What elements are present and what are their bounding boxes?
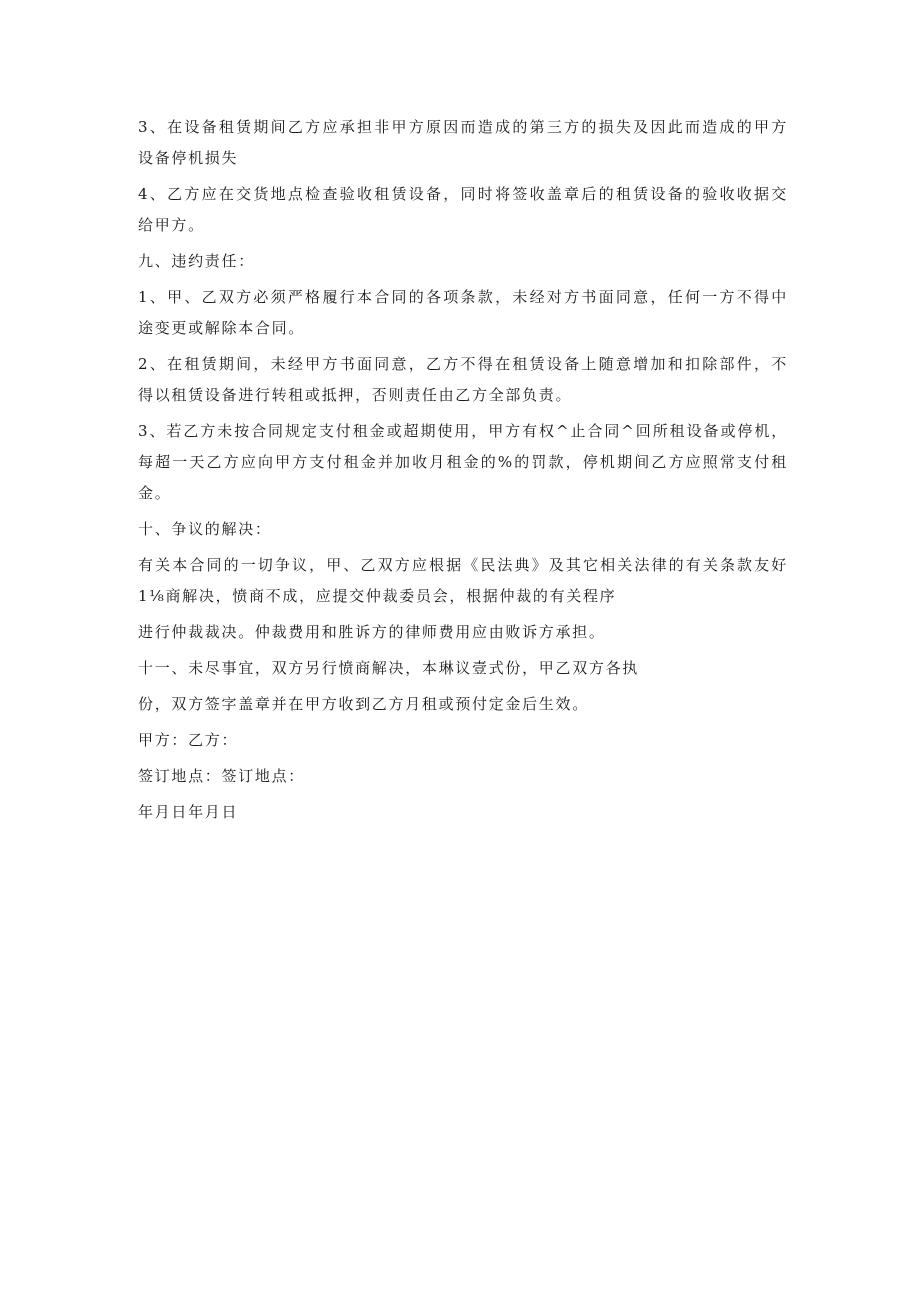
text-line: 进行仲裁裁决。仲裁费用和胜诉方的律师费用应由败诉方承担。 <box>138 623 606 641</box>
text-line: 份，双方签字盖章并在甲方收到乙方月租或预付定金后生效。 <box>138 695 589 713</box>
text-line: 年月日年月日 <box>138 803 239 821</box>
text-line: 1⅛商解决，愤商不成，应提交仲裁委员会，根据仲裁的有关程序 <box>138 587 617 605</box>
text-line: 每超一天乙方应向甲方支付租金并加收月租金的%的罚款，停机期间乙方应照常支付租 <box>138 453 788 471</box>
party-signature-line <box>138 725 788 756</box>
text-line: 得以租赁设备进行转租或抵押，否则责任由乙方全部负责。 <box>138 386 573 404</box>
clause-8-4 <box>138 179 788 241</box>
heading-breach-of-contract <box>138 246 788 277</box>
text-line: 金。 <box>138 484 172 502</box>
clause-11 <box>138 653 788 684</box>
text-line: 1、甲、乙双方必须严格履行本合同的各项条款，未经对方书面同意，任何一方不得中 <box>138 288 788 306</box>
date-line <box>138 797 788 828</box>
contract-page <box>138 112 788 833</box>
text-line: 设备停机损失 <box>138 149 239 167</box>
heading-dispute-resolution <box>138 514 788 545</box>
text-line: 十一、未尽事宜，双方另行愤商解决，本琳议壹式份，甲乙双方各执 <box>138 659 640 677</box>
text-line: 有关本合同的一切争议，甲、乙双方应根据《民法典》及其它相关法律的有关条款友好 <box>138 556 788 574</box>
clause-9-3 <box>138 416 788 509</box>
section-heading: 十、争议的解决： <box>138 520 272 538</box>
text-line: 甲方：乙方： <box>138 731 239 749</box>
text-line: 签订地点：签订地点： <box>138 767 306 785</box>
text-line: 3、若乙方未按合同规定支付租金或超期使用，甲方有权^止合同^回所租设备或停机， <box>138 422 788 440</box>
clause-10-continuation <box>138 617 788 648</box>
text-line: 3、在设备租赁期间乙方应承担非甲方原因而造成的第三方的损失及因此而造成的甲方 <box>138 118 788 136</box>
clause-9-1 <box>138 282 788 344</box>
clause-11-continuation <box>138 689 788 720</box>
clause-8-3 <box>138 112 788 174</box>
clause-9-2 <box>138 349 788 411</box>
text-line: 2、在租赁期间，未经甲方书面同意，乙方不得在租赁设备上随意增加和扣除部件，不 <box>138 355 788 373</box>
text-line: 途变更或解除本合同。 <box>138 319 306 337</box>
signing-place-line <box>138 761 788 792</box>
section-heading: 九、违约责任： <box>138 252 255 270</box>
text-line: 给甲方。 <box>138 216 205 234</box>
clause-10-body <box>138 550 788 612</box>
text-line: 4、乙方应在交货地点检查验收租赁设备，同时将签收盖章后的租赁设备的验收收据交 <box>138 185 788 203</box>
